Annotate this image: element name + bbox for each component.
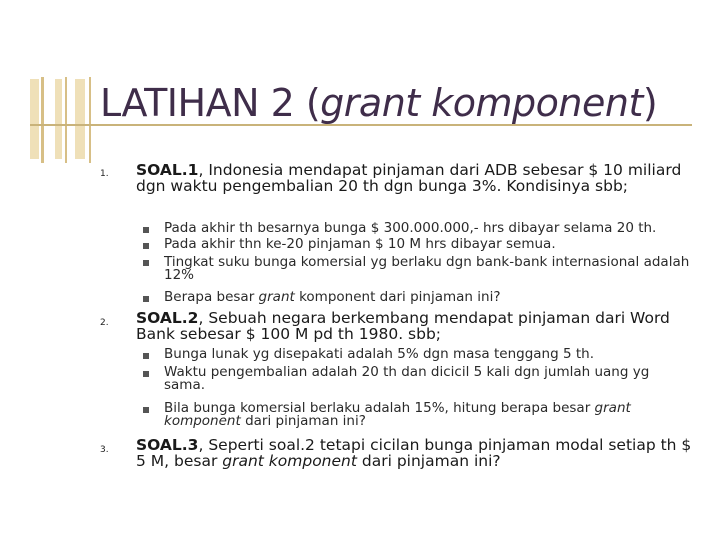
title-text: LATIHAN 2 ( xyxy=(100,81,321,125)
question-label: SOAL.3 xyxy=(136,436,199,454)
question-text: , Indonesia mendapat pinjaman dari ADB sebesar $ 10 miliard dgn waktu pengembalian 20 th dgn bunga 3%. Kondisinya sbb; xyxy=(136,161,682,195)
title-close: ) xyxy=(642,81,658,125)
bullet-square xyxy=(143,260,149,266)
question-italic: grant komponent xyxy=(222,452,357,470)
decor-line xyxy=(41,77,44,163)
item-number: 2. xyxy=(100,318,109,328)
sub-item-text: Berapa besar xyxy=(164,289,259,305)
decor-line xyxy=(65,77,67,163)
question-text: , Sebuah negara berkembang mendapat pinjaman dari Word Bank sebesar $ 100 M pd th 1980. sbb; xyxy=(136,309,670,343)
question-label: SOAL.2 xyxy=(136,309,199,327)
decor-line xyxy=(89,77,91,163)
sub-item-text: Bila bunga komersial berlaku adalah 15%, hitung berapa besar xyxy=(164,400,595,416)
decor-bar xyxy=(75,79,85,159)
sub-item-italic: grant komponent xyxy=(164,400,631,429)
bullet-square xyxy=(143,353,149,359)
title-italic: grant komponent xyxy=(320,81,643,125)
sub-item-text: komponent dari pinjaman ini? xyxy=(294,289,501,305)
question-text: dari pinjaman ini? xyxy=(356,452,501,470)
decor-bar xyxy=(30,79,39,159)
sub-item xyxy=(164,402,694,428)
sub-item: Pada akhir th besarnya bunga $ 300.000.000,- hrs dibayar selama 20 th. xyxy=(164,220,657,236)
sub-item: Waktu pengembalian adalah 20 th dan dicicil 5 kali dgn jumlah uang yg sama. xyxy=(164,364,650,393)
bullet-square xyxy=(143,296,149,302)
sub-item: Tingkat suku bunga komersial yg berlaku dgn bank-bank internasional adalah 12% xyxy=(164,254,690,283)
question-text: , Seperti soal.2 tetapi cicilan bunga pinjaman modal setiap th $ 5 M, besar xyxy=(136,436,692,470)
bullet-square xyxy=(143,227,149,233)
bullet-square xyxy=(143,407,149,413)
bullet-square xyxy=(143,371,149,377)
question-label: SOAL.1 xyxy=(136,161,199,179)
sub-item: Bunga lunak yg disepakati adalah 5% dgn masa tenggang 5 th. xyxy=(164,346,594,362)
bullet-square xyxy=(143,243,149,249)
sub-item: Pada akhir thn ke-20 pinjaman $ 10 M hrs dibayar semua. xyxy=(164,236,556,252)
question-3 xyxy=(136,437,696,469)
item-number: 1. xyxy=(100,169,109,179)
slide-title xyxy=(100,78,657,128)
sub-item-italic: grant xyxy=(258,289,295,305)
sub-item xyxy=(164,291,694,304)
sub-item-text: dari pinjaman ini? xyxy=(240,413,366,429)
decor-bar xyxy=(55,79,62,159)
question-1 xyxy=(136,162,696,194)
item-number: 3. xyxy=(100,445,109,455)
question-2 xyxy=(136,310,696,342)
